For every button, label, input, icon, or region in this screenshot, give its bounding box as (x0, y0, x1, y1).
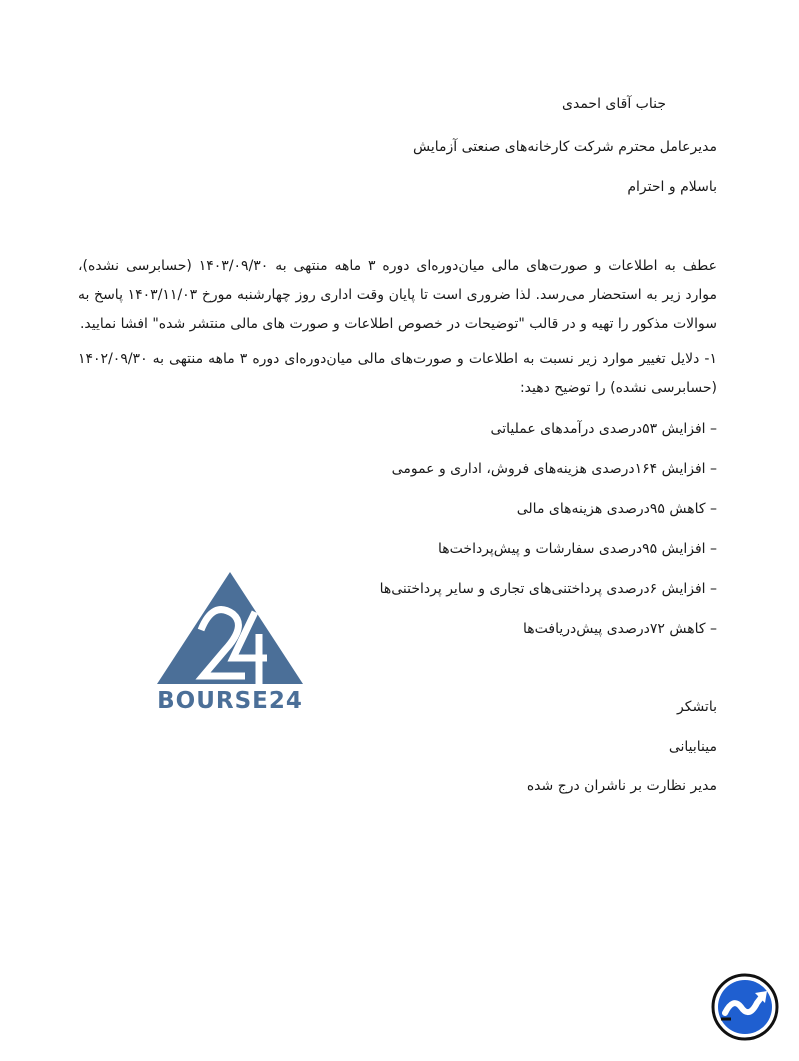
greeting: باسلام و احترام (627, 179, 717, 195)
recipient-title: مدیرعامل محترم شرکت کارخانه‌های صنعتی آزمایش (412, 139, 717, 155)
list-item: – افزایش ۹۵درصدی سفارشات و پیش‌پرداخت‌ها (438, 541, 717, 557)
list-item: – افزایش ۶درصدی پرداختنی‌های تجاری و سایر پرداختنی‌ها (379, 581, 717, 597)
closing: باتشکر (676, 699, 717, 715)
body-paragraph: عطف به اطلاعات و صورت‌های مالی میان‌دوره‌ای دوره ۳ ماهه منتهی به ۱۴۰۳/۰۹/۳۰ (حسابرسی نشده)، موارد زیر به استحضار می‌رسد. لذا ضروری است تا پایان وقت اداری روز چهارشنبه مورخ ۱۴۰۳/۱۱/۰۳ پاسخ به سوالات مذکور را تهیه و در قالب "توضیحات در خصوص اطلاعات و صورت های مالی منتشر شده" افشا نمایید. (78, 258, 718, 332)
trend-arrow-badge-icon (711, 973, 779, 1041)
list-item: – کاهش ۷۲درصدی پیش‌دریافت‌ها (523, 621, 717, 637)
list-item: – افزایش ۱۶۴درصدی هزینه‌های فروش، اداری و عمومی (391, 461, 717, 477)
signer-title: مدیر نظارت بر ناشران درج شده (526, 778, 717, 794)
recipient-name: جناب آقای احمدی (562, 96, 666, 112)
bourse24-wordmark: BOURSE24 (157, 688, 303, 714)
bullet-list (380, 418, 717, 658)
list-item: – افزایش ۵۳درصدی درآمدهای عملیاتی (490, 421, 717, 437)
signer-name: مینابیانی (668, 739, 717, 755)
list-item: – کاهش ۹۵درصدی هزینه‌های مالی (516, 501, 717, 517)
item-1: ۱- دلایل تغییر موارد زیر نسبت به اطلاعات و صورت‌های مالی میان‌دوره‌ای دوره ۳ ماهه منتهی به ۱۴۰۲/۰۹/۳۰ (حسابرسی نشده) را توضیح دهید: (78, 351, 717, 396)
